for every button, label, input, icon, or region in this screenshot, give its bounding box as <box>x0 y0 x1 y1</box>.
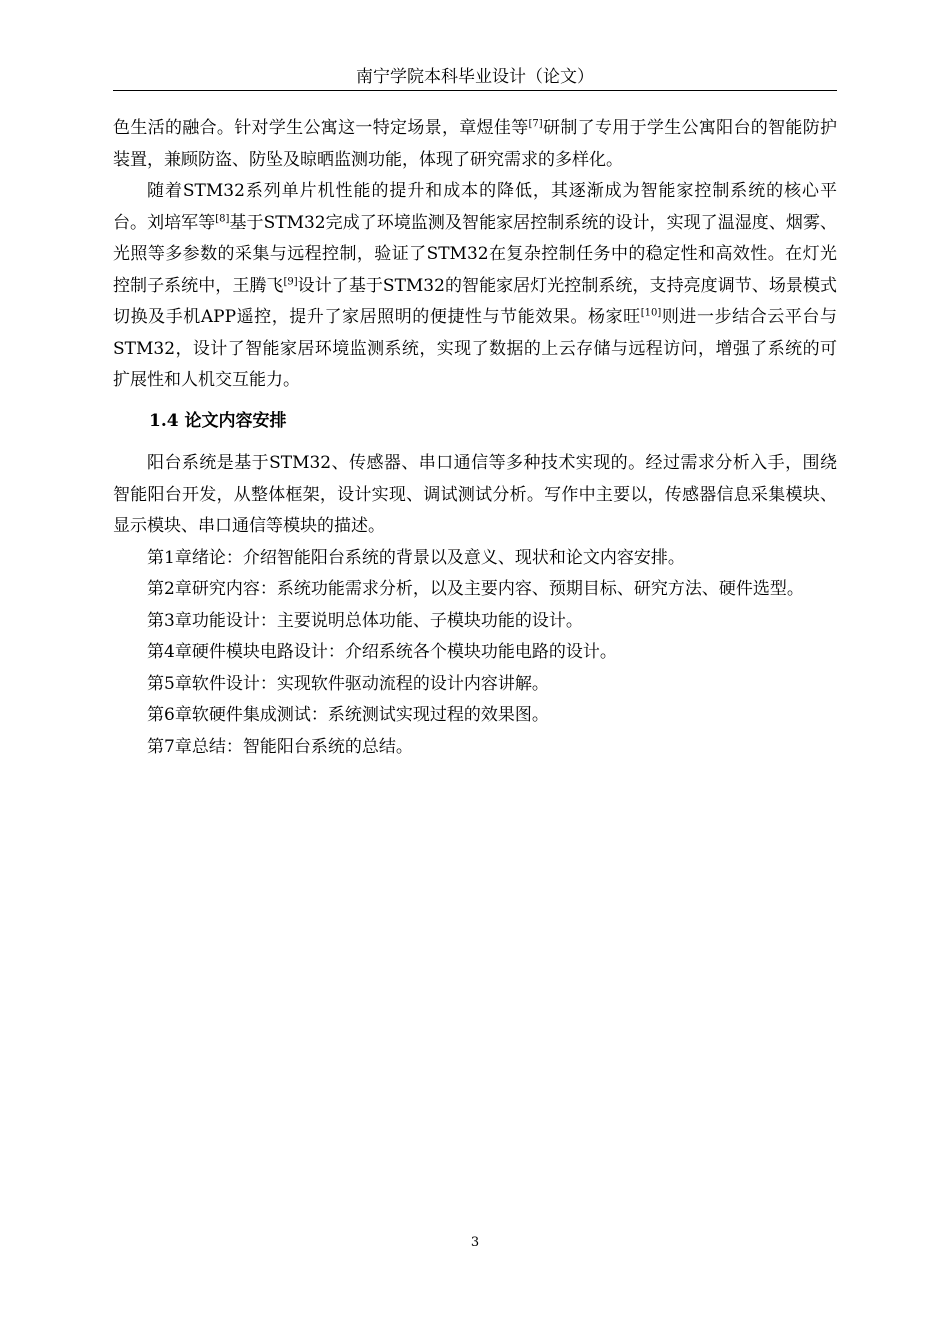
paragraph-text: 设计了基于STM32的智能家居灯光控制系统，支持亮度调节、场景模式切换及手机APP遥控，提升了家居照明的便捷性与节能效果。杨家旺 <box>113 275 837 327</box>
paragraph-text: 随着STM32系列单片机性能的提升和成本的降低，其逐渐成为智能家控制系统的核心平台。刘培军等 <box>113 181 837 233</box>
paragraph-text: 研制了专用于学生公寓阳台的智能防护装置，兼顾防盗、防坠及晾晒监测功能，体现了研究需求的多样化。 <box>113 118 838 170</box>
chapter-item-5: 第5章软件设计：实现软件驱动流程的设计内容讲解。 <box>147 673 549 694</box>
page-number: 3 <box>470 1235 480 1250</box>
paragraph-text: 基于STM32完成了环境监测及智能家居控制系统的设计，实现了温湿度、烟雾、光照等多参数的采集与远程控制，验证了STM32在复杂控制任务中的稳定性和高效性。在灯光控制子系统中，王腾飞 <box>113 212 837 296</box>
chapter-item-2: 第2章研究内容：系统功能需求分析，以及主要内容、预期目标、研究方法、硬件选型。 <box>147 579 804 599</box>
paragraph-stm32 <box>113 176 837 397</box>
chapter-item-6: 第6章软硬件集成测试：系统测试实现过程的效果图。 <box>147 705 549 725</box>
citation-ref: [9] <box>283 275 298 287</box>
chapter-item-3: 第3章功能设计：主要说明总体功能、子模块功能的设计。 <box>147 610 583 631</box>
header-title: 南宁学院本科毕业设计（论文） <box>356 67 594 87</box>
section-heading: 1.4 论文内容安排 <box>149 410 287 431</box>
chapter-item-7: 第7章总结：智能阳台系统的总结。 <box>147 736 413 757</box>
chapter-item-4: 第4章硬件模块电路设计：介绍系统各个模块功能电路的设计。 <box>147 642 617 662</box>
paragraph-continuation <box>113 113 837 176</box>
citation-ref: [8] <box>215 212 230 224</box>
chapter-item-1: 第1章绪论：介绍智能阳台系统的背景以及意义、现状和论文内容安排。 <box>147 547 685 568</box>
section-intro: 阳台系统是基于STM32、传感器、串口通信等多种技术实现的。经过需求分析入手，围绕智能阳台开发，从整体框架，设计实现、调试测试分析。写作中主要以，传感器信息采集模块、显示模块、串口通信等模块的描述。 <box>113 453 837 536</box>
paragraph-text: 则进一步结合云平台与STM32，设计了智能家居环境监测系统，实现了数据的上云存储与远程访问，增强了系统的可扩展性和人机交互能力。 <box>113 307 838 390</box>
citation-ref: [7] <box>528 118 543 130</box>
paragraph-text: 色生活的融合。针对学生公寓这一特定场景，章煜佳等 <box>113 118 529 138</box>
page-header <box>113 64 837 91</box>
citation-ref: [10] <box>640 307 662 319</box>
document-body <box>113 113 837 763</box>
